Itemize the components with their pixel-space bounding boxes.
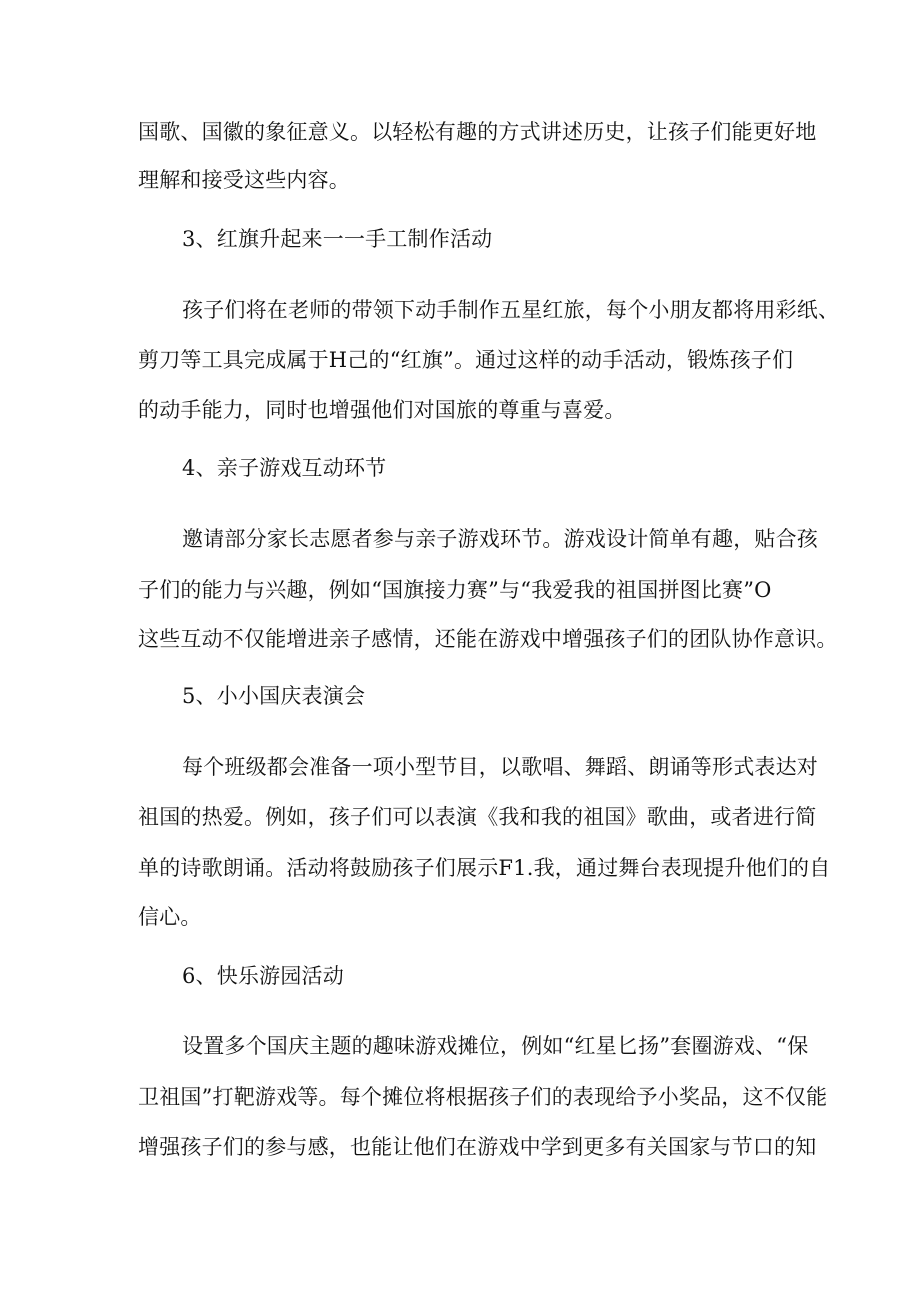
paragraph-line: 卫祖国”打靶游戏等。每个摊位将根据孩子们的表现给予小奖品，这不仅能	[138, 1085, 828, 1109]
section-heading-5: 5、小小国庆表演会	[182, 684, 366, 708]
paragraph-line: 邀请部分家长志愿者参与亲子游戏环节。游戏设计简单有趣，贴合孩	[182, 527, 818, 551]
paragraph-line: 单的诗歌朗诵。活动将鼓励孩子们展示F1.我，通过舞台表现提升他们的自	[138, 856, 831, 880]
section-heading-4: 4、亲子游戏互动环节	[182, 456, 387, 480]
paragraph-line: 祖国的热爱。例如，孩子们可以表演《我和我的祖国》歌曲，或者进行简	[138, 805, 817, 829]
paragraph-line: 增强孩子们的参与感，也能让他们在游戏中学到更多有关国家与节口的知	[138, 1135, 817, 1159]
paragraph-line: 这些互动不仅能增进亲子感情，还能在游戏中增强孩子们的团队协作意识。	[138, 627, 838, 651]
paragraph-line: 孩子们将在老师的带领下动手制作五星红旅，每个小朋友都将用彩纸、	[182, 298, 840, 322]
paragraph-line: 子们的能力与兴趣，例如“国旗接力赛”与“我爱我的祖国拼图比赛”O	[138, 578, 772, 602]
paragraph-line: 设置多个国庆主题的趣味游戏摊位，例如“红星匕扬”套圈游戏、“保	[182, 1034, 809, 1058]
paragraph-line: 每个班级都会准备一项小型节目，以歌唱、舞蹈、朗诵等形式表达对	[182, 755, 818, 779]
paragraph-line: 的动手能力，同时也增强他们对国旅的尊重与喜爱。	[138, 398, 626, 422]
paragraph-line: 信心。	[138, 905, 202, 929]
paragraph-line: 国歌、国徽的象征意义。以轻松有趣的方式讲述历史，让孩子们能更好地	[138, 120, 817, 144]
section-heading-3: 3、红旗升起来一一手工制作活动	[182, 227, 493, 251]
paragraph-line: 理解和接受这些内容。	[138, 168, 350, 192]
paragraph-line: 剪刀等工具完成属于H己的“红旗”。通过这样的动手活动，锻炼孩子们	[138, 348, 794, 372]
section-heading-6: 6、快乐游园活动	[182, 964, 344, 988]
